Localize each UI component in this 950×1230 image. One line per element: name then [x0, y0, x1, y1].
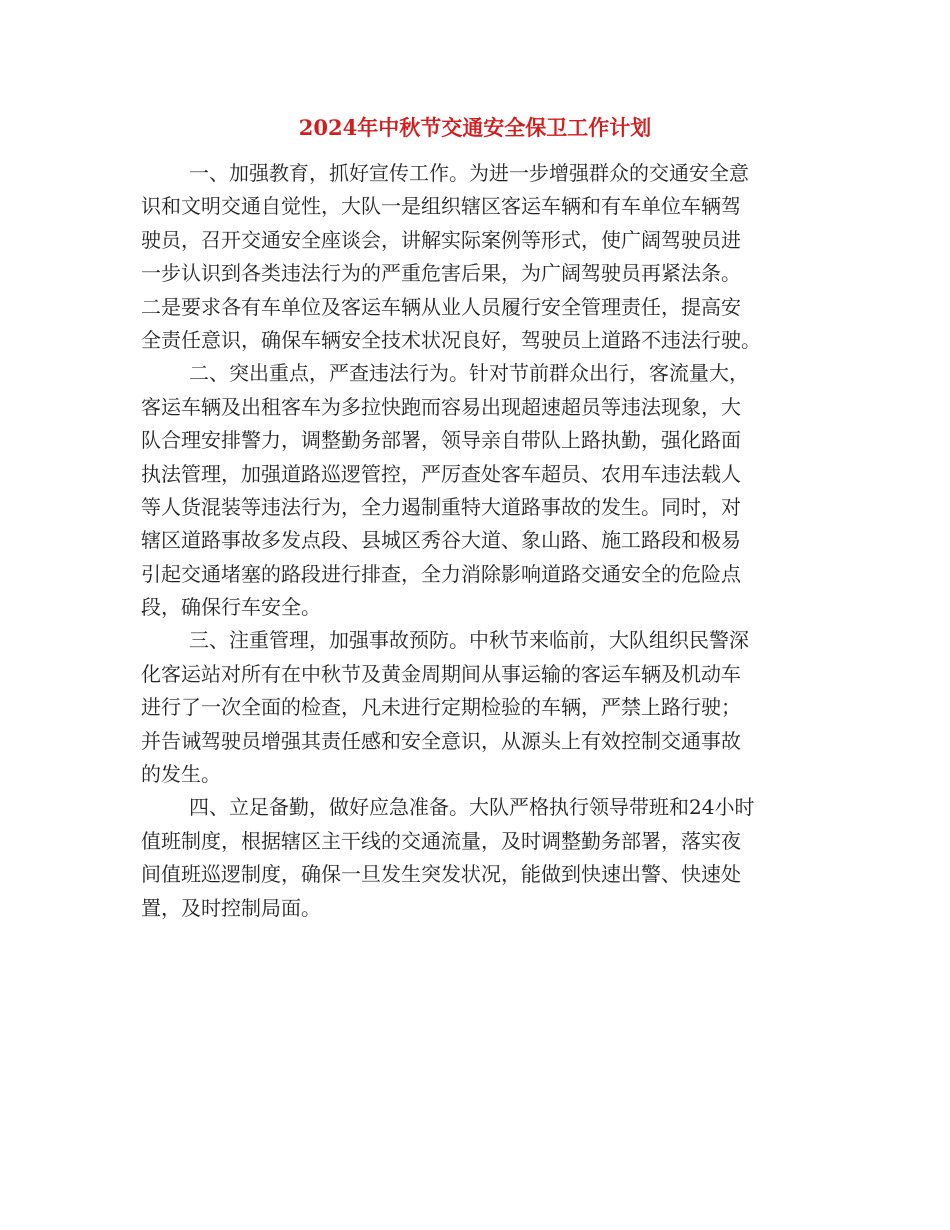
paragraph-line: 驶员，召开交通安全座谈会，讲解实际案例等形式，使广阔驾驶员进: [141, 227, 741, 252]
paragraph-line: 执法管理，加强道路巡逻管控，严厉查处客车超员、农用车违法载人: [141, 461, 741, 486]
paragraph-line: 置，及时控制局面。: [141, 895, 321, 920]
paragraph-line: 值班制度，根据辖区主干线的交通流量，及时调整勤务部署，落实夜: [141, 828, 741, 853]
document-title: 2024年中秋节交通安全保卫工作计划: [298, 115, 652, 140]
paragraph-line: 段，确保行车安全。: [141, 595, 321, 620]
paragraph-line: 等人货混装等违法行为，全力遏制重特大道路事故的发生。同时，对: [141, 494, 741, 519]
paragraph-line: 一、加强教育，抓好宣传工作。为进一步增强群众的交通安全意: [189, 161, 749, 185]
paragraph-line: 化客运站对所有在中秋节及黄金周期间从事运输的客运车辆及机动车: [141, 661, 741, 686]
paragraph-4: [141, 791, 811, 925]
paragraph-line: 进行了一次全面的检查，凡未进行定期检验的车辆，严禁上路行驶；: [141, 695, 741, 720]
paragraph-line: 队合理安排警力，调整勤务部署，领导亲自带队上路执勤，强化路面: [141, 428, 741, 453]
paragraph-line: 客运车辆及出租客车为多拉快跑而容易出现超速超员等违法现象，大: [141, 394, 741, 419]
paragraph-line: 引起交通堵塞的路段进行排查，全力消除影响道路交通安全的危险点: [141, 561, 741, 586]
paragraph-2: [141, 357, 811, 624]
paragraph-3: [141, 624, 811, 791]
paragraph-line: 全责任意识，确保车辆安全技术状况良好，驾驶员上道路不违法行驶。: [141, 327, 761, 352]
paragraph-line: 并告诫驾驶员增强其责任感和安全意识，从源头上有效控制交通事故: [141, 728, 741, 753]
paragraph-1: [141, 157, 811, 357]
paragraph-line: 识和文明交通自觉性，大队一是组织辖区客运车辆和有车单位车辆驾: [141, 194, 741, 219]
paragraph-line: 四、立足备勤，做好应急准备。大队严格执行领导带班和24小时: [189, 795, 755, 820]
document-body: [141, 157, 811, 925]
paragraph-line: 一步认识到各类违法行为的严重危害后果，为广阔驾驶员再紧法条。: [141, 261, 741, 286]
paragraph-line: 三、注重管理，加强事故预防。中秋节来临前，大队组织民警深: [189, 628, 749, 653]
paragraph-line: 辖区道路事故多发点段、县城区秀谷大道、象山路、施工路段和极易: [141, 528, 741, 553]
paragraph-line: 二、突出重点，严查违法行为。针对节前群众出行，客流量大，: [189, 361, 749, 386]
paragraph-line: 间值班巡逻制度，确保一旦发生突发状况，能做到快速出警、快速处: [141, 862, 741, 887]
paragraph-line: 二是要求各有车单位及客运车辆从业人员履行安全管理责任，提高安: [141, 294, 741, 319]
paragraph-line: 的发生。: [141, 762, 221, 787]
